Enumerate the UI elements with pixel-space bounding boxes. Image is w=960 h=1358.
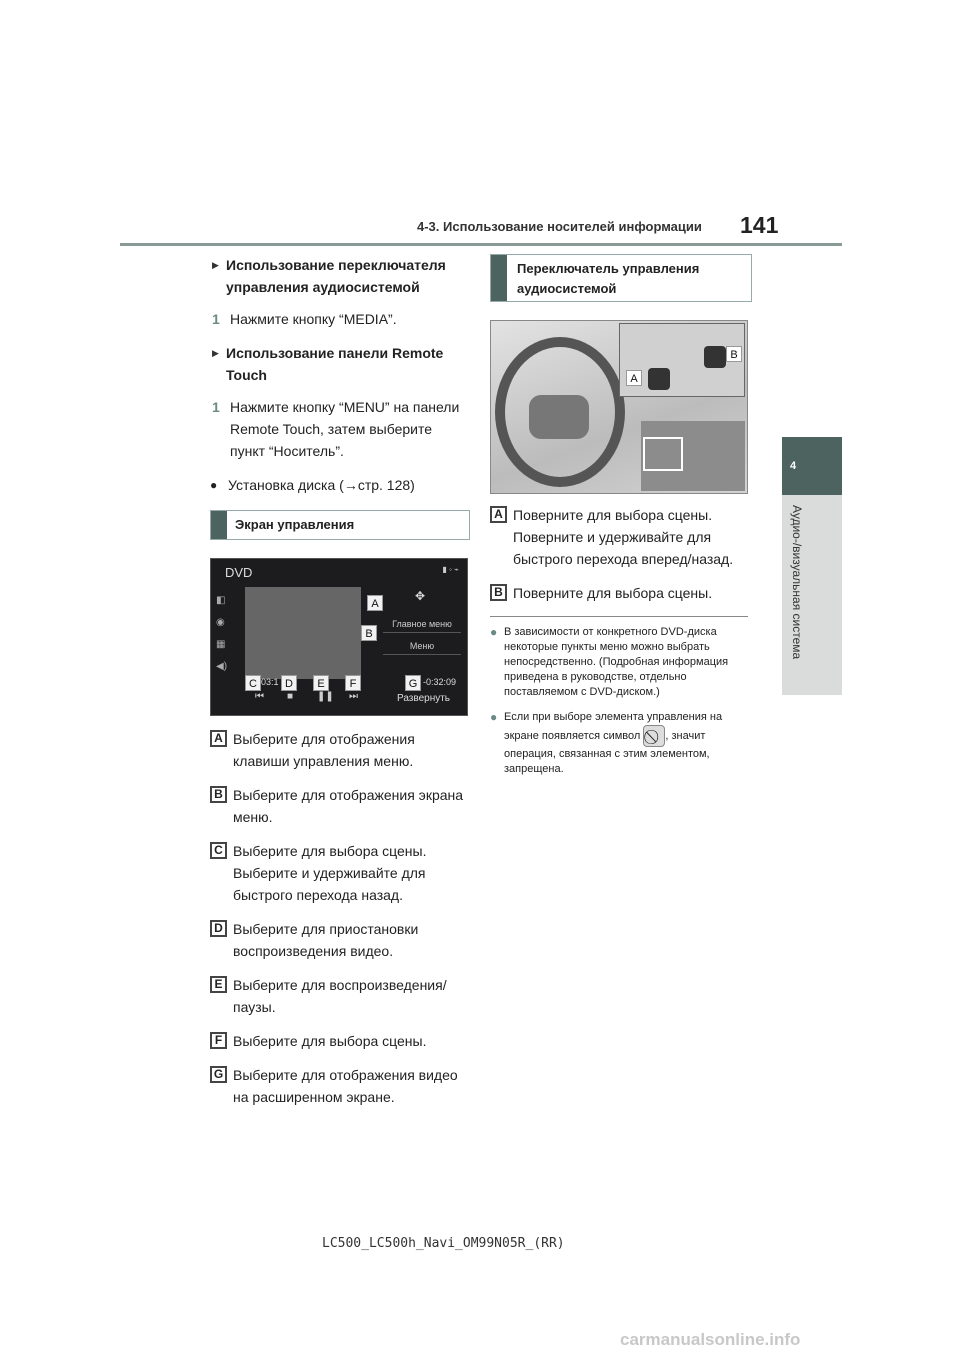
- note-prohibited: [490, 710, 752, 777]
- legend-text: Выберите для выбора сцены.: [233, 1033, 427, 1049]
- legend-text: Выберите для приостановки воспроизведения видео.: [233, 921, 419, 959]
- time-elapsed: 03:1: [261, 677, 279, 687]
- legend-f: [210, 1030, 470, 1052]
- legend-text: Поверните для выбора сцены.: [513, 585, 713, 601]
- disc-item-text: Установка диска (→стр. 128): [228, 477, 415, 493]
- legend-b: [210, 784, 470, 828]
- step-text: Нажмите кнопку “MEDIA”.: [230, 311, 397, 327]
- screen-title: DVD: [225, 565, 253, 580]
- remote-step: [210, 396, 470, 462]
- switch-heading-text: Использование переключателя управления аудиосистемой: [226, 257, 446, 295]
- remote-heading: [210, 342, 470, 386]
- disc-item: [210, 474, 470, 496]
- side-volume-icon: ◀): [216, 661, 228, 672]
- callout-c: C: [245, 675, 261, 691]
- legend-text: Выберите для отображения экрана меню.: [233, 787, 464, 825]
- knob-a: [648, 368, 670, 390]
- legend-badge: A: [210, 730, 227, 747]
- left-column: [210, 254, 470, 1120]
- legend-g: [210, 1064, 470, 1108]
- remote-heading-text: Использование панели Remote Touch: [226, 345, 444, 383]
- right-legend-a: [490, 504, 752, 570]
- note-text: [504, 710, 752, 777]
- screen-section-title: Экран управления: [235, 517, 355, 532]
- legend-text: Выберите для отображения видео на расширенном экране.: [233, 1067, 458, 1105]
- triangle-icon: ▶: [212, 348, 219, 358]
- switch-step: [210, 308, 470, 330]
- side-grid-icon: ▦: [216, 639, 226, 650]
- step-number: 1: [212, 311, 220, 327]
- box-bar: [211, 511, 227, 539]
- legend-text: Выберите для выбора сцены. Выберите и удерживайте для быстрого перехода назад.: [233, 843, 427, 903]
- menu-button: Меню: [383, 637, 461, 655]
- screen-section-box: [210, 510, 470, 540]
- legend-text: Поверните для выбора сцены. Поверните и удерживайте для быстрого перехода вперед/назад.: [513, 507, 734, 567]
- main-menu-button: Главное меню: [383, 615, 461, 633]
- side-play-icon: ◉: [216, 617, 225, 628]
- box-bar: [491, 255, 507, 301]
- prev-icon: ⏮: [255, 691, 264, 702]
- note-rule: [490, 616, 748, 617]
- legend-badge: A: [490, 506, 507, 523]
- callout-b: B: [361, 625, 377, 641]
- stop-icon: ■: [287, 691, 294, 702]
- detail-inset: [619, 323, 745, 397]
- interior-photo: [490, 320, 748, 494]
- legend-e: [210, 974, 470, 1018]
- legend-badge: D: [210, 920, 227, 937]
- legend-text: Выберите для отображения клавиши управления меню.: [233, 731, 415, 769]
- legend-badge: B: [210, 786, 227, 803]
- steering-hub: [529, 395, 589, 439]
- legend-badge: C: [210, 842, 227, 859]
- section-header: 4-3. Использование носителей информации: [417, 219, 702, 234]
- note-text-after: , значит операция, связанная с этим элементом, запрещена.: [504, 729, 710, 775]
- prohibited-icon: [643, 725, 665, 747]
- status-icons: ▮ ◦ ⌁: [442, 565, 459, 574]
- expand-button: Развернуть: [397, 693, 451, 704]
- note-dvd: [490, 625, 752, 700]
- right-legend-b: [490, 582, 752, 604]
- pause-icon: ❚❚: [317, 691, 334, 702]
- callout-g: G: [405, 675, 421, 691]
- switch-heading: [210, 254, 470, 298]
- switch-section-title: Переключатель управления аудиосистемой: [517, 261, 700, 296]
- time-remaining: -0:32:09: [423, 677, 457, 687]
- legend-a: [210, 728, 470, 772]
- legend-c: [210, 840, 470, 906]
- switch-section-box: [490, 254, 752, 302]
- callout-e: E: [313, 675, 329, 691]
- knob-b: [704, 346, 726, 368]
- control-screen-illustration: [210, 558, 468, 716]
- bullet-dot-icon: ●: [210, 478, 218, 492]
- legend-badge: F: [210, 1032, 227, 1049]
- callout-d: D: [281, 675, 297, 691]
- note-text: В зависимости от конкретного DVD-диска некоторые пункты меню можно выбрать непосредственно. (Подробная информация приведена в руководстве, отдельно поставляемом с DVD-диском.): [504, 626, 729, 698]
- chapter-number: 4: [789, 460, 797, 472]
- callout-f: F: [345, 675, 361, 691]
- inset-callout-b: B: [726, 346, 742, 362]
- legend-badge: E: [210, 976, 227, 993]
- side-source-icon: ◧: [216, 595, 226, 606]
- callout-a: A: [367, 595, 383, 611]
- header-rule: [120, 243, 842, 246]
- note-dot-icon: ●: [490, 625, 498, 639]
- next-icon: ⏭: [349, 691, 358, 702]
- legend-badge: B: [490, 584, 507, 601]
- step-number: 1: [212, 399, 220, 415]
- triangle-icon: ▶: [212, 260, 219, 270]
- zoom-ring: [643, 437, 683, 471]
- watermark: carmanualsonline.info: [620, 1330, 801, 1349]
- inset-callout-a: A: [626, 370, 642, 386]
- video-area: [245, 587, 361, 679]
- legend-text: Выберите для воспроизведения/паузы.: [233, 977, 447, 1015]
- step-text: Нажмите кнопку “MENU” на панели Remote Touch, затем выберите пункт “Носитель”.: [230, 399, 460, 459]
- chapter-label: Аудио-/визуальная система: [790, 505, 804, 660]
- page-number: 141: [740, 212, 779, 238]
- move-icon: ✥: [415, 589, 426, 603]
- right-column: [490, 254, 752, 787]
- note-dot-icon: ●: [490, 710, 498, 724]
- legend-d: [210, 918, 470, 962]
- legend-badge: G: [210, 1066, 227, 1083]
- footer-code: LC500_LC500h_Navi_OM99N05R_(RR): [322, 1236, 565, 1251]
- note-text-before: Если при выборе элемента управления на экране появляется символ: [504, 711, 723, 742]
